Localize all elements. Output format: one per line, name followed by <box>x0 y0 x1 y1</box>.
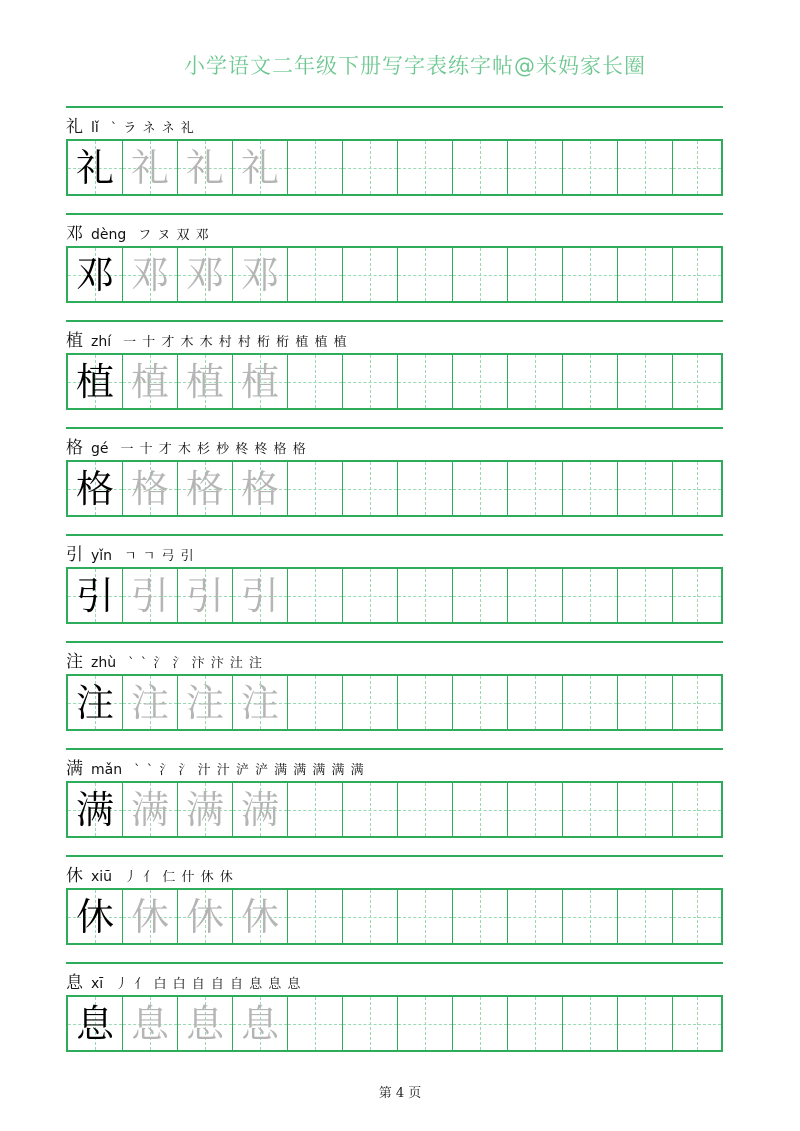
model-character: 格 <box>75 466 114 511</box>
character-info <box>66 865 234 887</box>
practice-row <box>66 106 723 215</box>
grid-cell[interactable] <box>508 462 563 515</box>
character-info <box>66 972 301 994</box>
writing-grid <box>66 353 723 410</box>
grid-cell <box>123 569 178 622</box>
grid-cell[interactable] <box>618 997 673 1050</box>
tracing-character: 格 <box>240 466 279 511</box>
grid-cell[interactable] <box>453 141 508 194</box>
character-label: 植 <box>66 331 83 351</box>
row-divider <box>66 855 723 857</box>
writing-grid <box>66 674 723 731</box>
grid-cell <box>178 462 233 515</box>
grid-cell[interactable] <box>563 355 618 408</box>
pinyin-label: lǐ <box>91 120 99 136</box>
grid-cell[interactable] <box>563 890 618 943</box>
stroke-order: 丿 亻 白 白 自 自 自 息 息 息 <box>115 977 302 992</box>
tracing-character: 植 <box>130 359 169 404</box>
practice-row <box>66 213 723 322</box>
stroke-order: 一 十 才 木 木 村 村 桁 桁 植 植 植 <box>123 335 348 350</box>
grid-cell[interactable] <box>398 462 453 515</box>
character-info <box>66 758 365 780</box>
character-label: 满 <box>66 759 83 779</box>
grid-cell <box>233 355 288 408</box>
tracing-character: 邓 <box>240 252 279 297</box>
character-label: 休 <box>66 866 83 886</box>
writing-grid <box>66 246 723 303</box>
grid-cell <box>68 997 123 1050</box>
tracing-character: 休 <box>185 894 224 939</box>
page-number: 第 4 页 <box>378 1086 422 1101</box>
tracing-character: 邓 <box>130 252 169 297</box>
row-divider <box>66 534 723 536</box>
practice-row <box>66 427 723 536</box>
grid-cell[interactable] <box>618 890 673 943</box>
grid-cell[interactable] <box>563 569 618 622</box>
grid-cell[interactable] <box>288 569 343 622</box>
writing-grid <box>66 781 723 838</box>
practice-row <box>66 748 723 857</box>
model-character: 息 <box>75 1001 114 1046</box>
character-label: 息 <box>66 973 83 993</box>
grid-cell <box>123 890 178 943</box>
pinyin-label: xiū <box>91 869 113 885</box>
tracing-character: 休 <box>130 894 169 939</box>
stroke-order: フ ヌ 双 邓 <box>138 228 210 243</box>
grid-cell <box>233 141 288 194</box>
grid-cell <box>233 248 288 301</box>
tracing-character: 格 <box>130 466 169 511</box>
grid-cell[interactable] <box>673 141 721 194</box>
grid-cell <box>68 890 123 943</box>
grid-cell <box>123 676 178 729</box>
grid-cell <box>178 141 233 194</box>
tracing-character: 满 <box>185 787 224 832</box>
stroke-order: ` ` 氵 氵 汁 汁 浐 浐 满 满 满 满 满 <box>134 763 365 778</box>
model-character: 邓 <box>75 252 114 297</box>
tracing-character: 注 <box>130 680 169 725</box>
grid-cell[interactable] <box>673 569 721 622</box>
grid-cell[interactable] <box>398 997 453 1050</box>
tracing-character: 满 <box>130 787 169 832</box>
grid-cell <box>178 997 233 1050</box>
stroke-order: ` ラ ネ ネ 礼 <box>110 121 195 136</box>
practice-row <box>66 855 723 964</box>
character-info <box>66 437 307 459</box>
tracing-character: 礼 <box>185 145 224 190</box>
grid-cell[interactable] <box>453 997 508 1050</box>
row-divider <box>66 320 723 322</box>
grid-cell <box>68 676 123 729</box>
grid-cell[interactable] <box>453 462 508 515</box>
grid-cell <box>233 462 288 515</box>
tracing-character: 引 <box>130 573 169 618</box>
page-title: 小学语文二年级下册写字表练字帖@米妈家长圈 <box>184 54 646 78</box>
character-info <box>66 223 210 245</box>
grid-cell <box>68 141 123 194</box>
model-character: 引 <box>75 573 114 618</box>
tracing-character: 息 <box>185 1001 224 1046</box>
tracing-character: 格 <box>185 466 224 511</box>
character-label: 邓 <box>66 224 83 244</box>
grid-cell[interactable] <box>343 569 398 622</box>
grid-cell <box>123 248 178 301</box>
tracing-character: 休 <box>240 894 279 939</box>
grid-cell[interactable] <box>343 890 398 943</box>
character-label: 格 <box>66 438 83 458</box>
grid-cell[interactable] <box>398 890 453 943</box>
grid-cell[interactable] <box>398 355 453 408</box>
grid-cell[interactable] <box>398 569 453 622</box>
grid-cell[interactable] <box>453 569 508 622</box>
grid-cell[interactable] <box>288 997 343 1050</box>
row-divider <box>66 962 723 964</box>
grid-cell <box>123 355 178 408</box>
grid-cell <box>178 569 233 622</box>
grid-cell[interactable] <box>453 248 508 301</box>
grid-cell[interactable] <box>508 890 563 943</box>
grid-cell[interactable] <box>673 355 721 408</box>
grid-cell[interactable] <box>618 141 673 194</box>
row-divider <box>66 213 723 215</box>
model-character: 植 <box>75 359 114 404</box>
grid-cell[interactable] <box>398 783 453 836</box>
character-label: 引 <box>66 545 83 565</box>
grid-cell[interactable] <box>453 676 508 729</box>
tracing-character: 植 <box>185 359 224 404</box>
grid-cell[interactable] <box>673 783 721 836</box>
practice-row <box>66 534 723 643</box>
grid-cell[interactable] <box>343 355 398 408</box>
grid-cell[interactable] <box>288 890 343 943</box>
grid-cell <box>68 783 123 836</box>
grid-cell[interactable] <box>673 462 721 515</box>
tracing-character: 引 <box>185 573 224 618</box>
grid-cell[interactable] <box>618 355 673 408</box>
grid-cell <box>68 462 123 515</box>
writing-grid <box>66 995 723 1052</box>
character-label: 礼 <box>66 117 83 137</box>
grid-cell[interactable] <box>618 462 673 515</box>
grid-cell[interactable] <box>343 676 398 729</box>
grid-cell[interactable] <box>453 783 508 836</box>
writing-grid <box>66 567 723 624</box>
grid-cell[interactable] <box>343 462 398 515</box>
tracing-character: 注 <box>240 680 279 725</box>
row-divider <box>66 106 723 108</box>
grid-cell <box>178 355 233 408</box>
tracing-character: 息 <box>240 1001 279 1046</box>
row-divider <box>66 748 723 750</box>
grid-cell[interactable] <box>673 676 721 729</box>
pinyin-label: zhí <box>91 334 112 350</box>
stroke-order: ㄱ ㄱ 弓 引 <box>124 549 195 564</box>
grid-cell <box>68 248 123 301</box>
character-info <box>66 116 195 138</box>
grid-cell[interactable] <box>563 462 618 515</box>
model-character: 礼 <box>75 145 114 190</box>
row-divider <box>66 427 723 429</box>
grid-cell[interactable] <box>563 783 618 836</box>
grid-cell[interactable] <box>563 676 618 729</box>
grid-cell[interactable] <box>288 248 343 301</box>
grid-cell[interactable] <box>343 141 398 194</box>
grid-cell[interactable] <box>288 141 343 194</box>
pinyin-label: xī <box>91 976 104 992</box>
model-character: 注 <box>75 680 114 725</box>
grid-cell[interactable] <box>343 997 398 1050</box>
grid-cell <box>178 890 233 943</box>
grid-cell <box>123 997 178 1050</box>
pinyin-label: gé <box>91 441 109 457</box>
character-info <box>66 651 263 673</box>
grid-cell[interactable] <box>343 248 398 301</box>
pinyin-label: yǐn <box>91 548 113 564</box>
tracing-character: 邓 <box>185 252 224 297</box>
grid-cell[interactable] <box>508 997 563 1050</box>
grid-cell <box>68 569 123 622</box>
model-character: 满 <box>75 787 114 832</box>
practice-row <box>66 641 723 750</box>
grid-cell[interactable] <box>508 141 563 194</box>
stroke-order: 丿 亻 仁 什 休 休 <box>124 870 234 885</box>
tracing-character: 礼 <box>130 145 169 190</box>
grid-cell <box>233 890 288 943</box>
character-info <box>66 330 348 352</box>
grid-cell <box>123 141 178 194</box>
pinyin-label: zhù <box>91 655 117 671</box>
grid-cell[interactable] <box>288 783 343 836</box>
pinyin-label: dèng <box>91 227 127 243</box>
grid-cell <box>178 783 233 836</box>
practice-row <box>66 962 723 1071</box>
grid-cell[interactable] <box>508 355 563 408</box>
tracing-character: 植 <box>240 359 279 404</box>
grid-cell[interactable] <box>288 676 343 729</box>
grid-cell[interactable] <box>563 248 618 301</box>
grid-cell[interactable] <box>563 141 618 194</box>
grid-cell[interactable] <box>673 248 721 301</box>
stroke-order: 一 十 才 木 杉 杪 柊 柊 格 格 <box>120 442 307 457</box>
grid-cell[interactable] <box>673 997 721 1050</box>
grid-cell[interactable] <box>508 248 563 301</box>
grid-cell[interactable] <box>508 569 563 622</box>
grid-cell <box>68 355 123 408</box>
grid-cell <box>233 676 288 729</box>
grid-cell[interactable] <box>618 676 673 729</box>
grid-cell[interactable] <box>453 890 508 943</box>
grid-cell[interactable] <box>398 676 453 729</box>
tracing-character: 注 <box>185 680 224 725</box>
stroke-order: ` ` 氵 氵 汴 汴 汢 注 <box>128 656 264 671</box>
character-label: 注 <box>66 652 83 672</box>
grid-cell <box>123 783 178 836</box>
grid-cell <box>178 676 233 729</box>
grid-cell[interactable] <box>288 355 343 408</box>
tracing-character: 息 <box>130 1001 169 1046</box>
grid-cell <box>123 462 178 515</box>
grid-cell[interactable] <box>398 248 453 301</box>
grid-cell[interactable] <box>343 783 398 836</box>
grid-cell <box>233 783 288 836</box>
character-info <box>66 544 195 566</box>
grid-cell <box>233 569 288 622</box>
practice-row <box>66 320 723 429</box>
grid-cell[interactable] <box>618 569 673 622</box>
grid-cell[interactable] <box>398 141 453 194</box>
tracing-character: 引 <box>240 573 279 618</box>
model-character: 休 <box>75 894 114 939</box>
grid-cell[interactable] <box>618 783 673 836</box>
writing-grid <box>66 888 723 945</box>
grid-cell[interactable] <box>508 676 563 729</box>
tracing-character: 礼 <box>240 145 279 190</box>
grid-cell[interactable] <box>288 462 343 515</box>
grid-cell <box>178 248 233 301</box>
tracing-character: 满 <box>240 787 279 832</box>
grid-cell[interactable] <box>673 890 721 943</box>
row-divider <box>66 641 723 643</box>
pinyin-label: mǎn <box>91 762 123 778</box>
grid-cell[interactable] <box>563 997 618 1050</box>
grid-cell[interactable] <box>453 355 508 408</box>
grid-cell[interactable] <box>508 783 563 836</box>
grid-cell[interactable] <box>618 248 673 301</box>
grid-cell <box>233 997 288 1050</box>
writing-grid <box>66 139 723 196</box>
writing-grid <box>66 460 723 517</box>
